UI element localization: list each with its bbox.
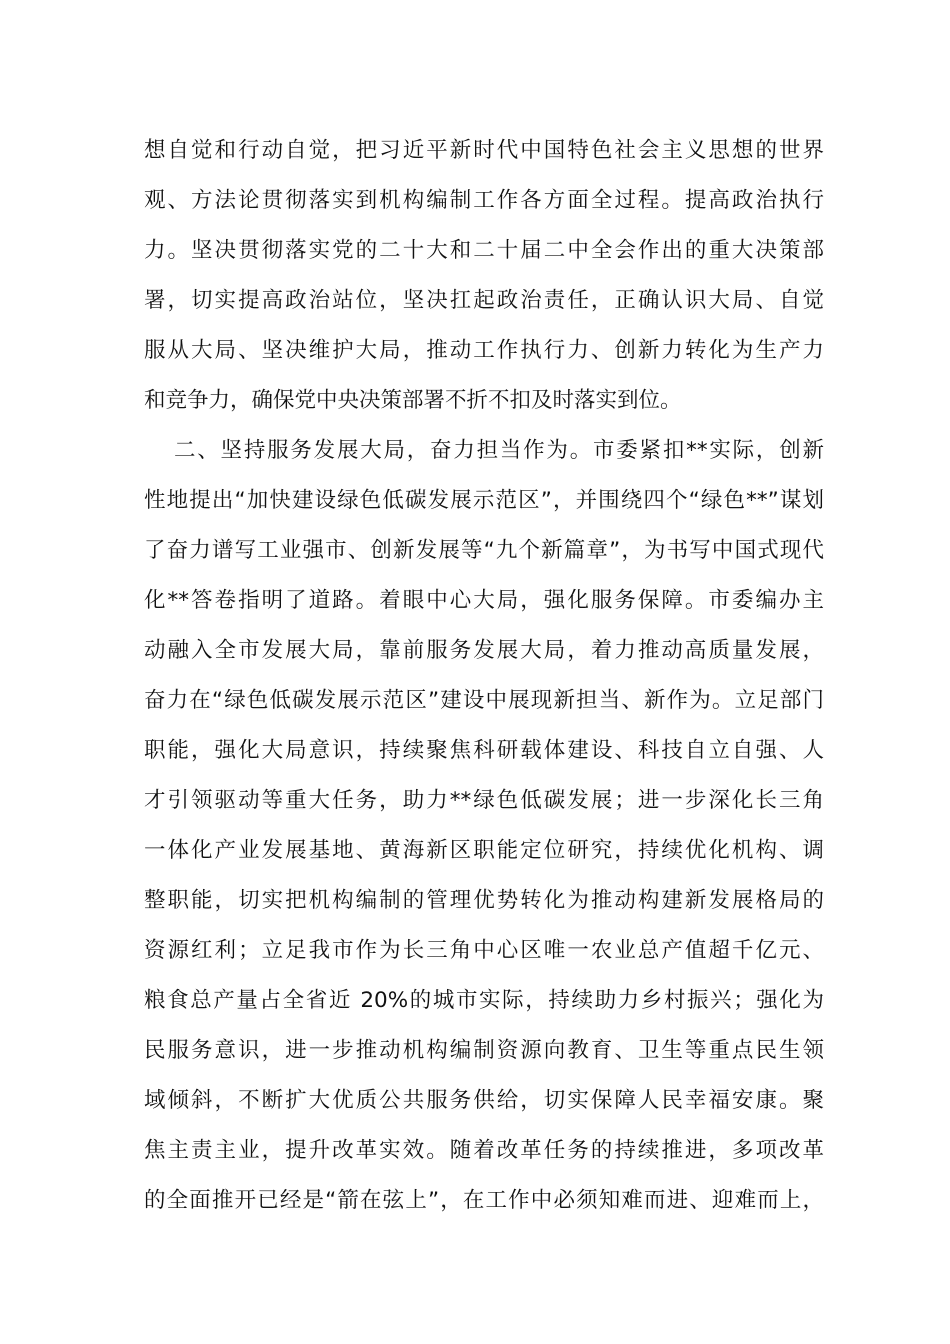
text-line: 民服务意识，进一步推动机构编制资源向教育、卫生等重点民生领 bbox=[144, 1038, 824, 1063]
text-line: 力。坚决贯彻落实党的二十大和二十届二中全会作出的重大决策部 bbox=[144, 238, 824, 263]
document-body bbox=[144, 126, 824, 1226]
text-line: 动融入全市发展大局，靠前服务发展大局，着力推动高质量发展， bbox=[144, 638, 824, 663]
text-line: 服从大局、坚决维护大局，推动工作执行力、创新力转化为生产力 bbox=[144, 338, 824, 363]
text-line: 整职能，切实把机构编制的管理优势转化为推动构建新发展格局的 bbox=[144, 888, 824, 913]
text-line: 资源红利；立足我市作为长三角中心区唯一农业总产值超千亿元、 bbox=[144, 938, 824, 963]
text-line: 二、坚持服务发展大局，奋力担当作为。市委紧扣**实际，创新 bbox=[174, 438, 824, 463]
text-line: 一体化产业发展基地、黄海新区职能定位研究，持续优化机构、调 bbox=[144, 838, 824, 863]
text-line: 观、方法论贯彻落实到机构编制工作各方面全过程。提高政治执行 bbox=[144, 188, 824, 213]
text-line: 奋力在“绿色低碳发展示范区”建设中展现新担当、新作为。立足部门 bbox=[144, 688, 824, 713]
text-line: 和竞争力，确保党中央决策部署不折不扣及时落实到位。 bbox=[144, 388, 682, 413]
text-line: 化**答卷指明了道路。着眼中心大局，强化服务保障。市委编办主 bbox=[144, 588, 824, 613]
text-line: 焦主责主业，提升改革实效。随着改革任务的持续推进，多项改革 bbox=[144, 1138, 824, 1163]
text-line: 性地提出“加快建设绿色低碳发展示范区”，并围绕四个“绿色**”谋划 bbox=[144, 488, 824, 513]
text-line: 想自觉和行动自觉，把习近平新时代中国特色社会主义思想的世界 bbox=[144, 138, 824, 163]
text-line: 粮食总产量占全省近 20%的城市实际，持续助力乡村振兴；强化为 bbox=[144, 988, 824, 1013]
text-line: 了奋力谱写工业强市、创新发展等“九个新篇章”，为书写中国式现代 bbox=[144, 538, 824, 563]
text-line: 的全面推开已经是“箭在弦上”，在工作中必须知难而进、迎难而上， bbox=[144, 1188, 824, 1213]
text-line: 域倾斜，不断扩大优质公共服务供给，切实保障人民幸福安康。聚 bbox=[144, 1088, 824, 1113]
text-line: 职能，强化大局意识，持续聚焦科研载体建设、科技自立自强、人 bbox=[144, 738, 824, 763]
text-line: 才引领驱动等重大任务，助力**绿色低碳发展；进一步深化长三角 bbox=[144, 788, 824, 813]
text-line: 署，切实提高政治站位，坚决扛起政治责任，正确认识大局、自觉 bbox=[144, 288, 824, 313]
